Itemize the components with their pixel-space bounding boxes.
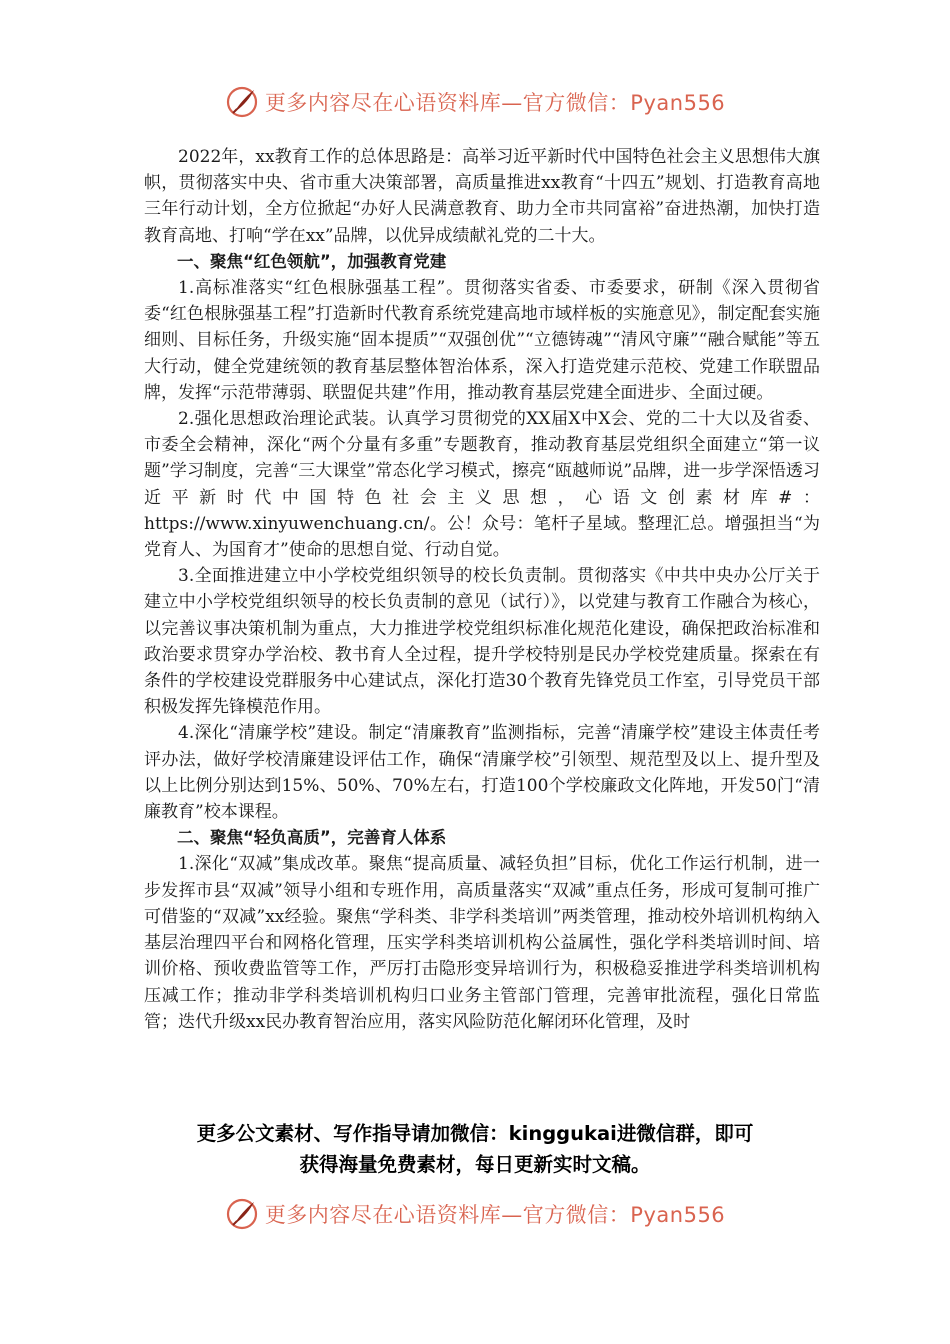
paragraph-1-3: 3.全面推进建立中小学校党组织领导的校长负责制。贯彻落实《中共中央办公厅关于建立中小学校党组织领导的校长负责制的意见（试行）》，以党建与教育工作融合为核心，以完善议事决策机制为重点，大力推进学校党组织标准化规范化建设，确保把政治标准和政治要求贯穿办学治校、教书育人全过程，提升学校特别是民办学校党建质量。探索在有条件的学校建设党群服务中心建试点，深化打造30个教育先锋党员工作室，引导党员干部积极发挥先锋模范作用。	[144, 566, 820, 718]
paragraph-1-1: 1.高标准落实“红色根脉强基工程”。贯彻落实省委、市委要求，研制《深入贯彻省委“红色根脉强基工程”打造新时代教育系统党建高地市域样板的实施意见》，制定配套实施细则、目标任务，升级实施“固本提质”“双强创优”“立德铸魂”“清风守廉”“融合赋能”等五大行动，健全党建统领的教育基层整体智治体系，深入打造党建示范校、党建工作联盟品牌，发挥“示范带薄弱、联盟促共建”作用，推动教育基层党建全面进步、全面过硬。	[144, 278, 820, 403]
section-heading-2: 二、聚焦“轻负高质”，完善育人体系	[177, 828, 447, 848]
section-heading-1: 一、聚焦“红色领航”，加强教育党建	[177, 251, 447, 271]
footer-watermark-banner	[0, 1196, 950, 1232]
promo-line-1: 更多公文素材、写作指导请加微信：kinggukai进微信群，即可	[196, 1122, 754, 1145]
paragraph-1-2: 2.强化思想政治理论武装。认真学习贯彻党的XX届X中X会、党的二十大以及省委、市委全会精神，深化“两个分量有多重”专题教育，推动教育基层党组织全面建立“第一议题”学习制度，完善“三大课堂”常态化学习模式，擦亮“瓯越师说”品牌，进一步学深悟透习近平新时代中国特色社会主义思想，心语文创素材库#：https://www.xinyuwenchuang.cn/。公！众号：笔杆子星域。整理汇总。增强担当“为党育人、为国育才”使命的思想自觉、行动自觉。	[144, 409, 820, 561]
intro-paragraph: 2022年，xx教育工作的总体思路是：高举习近平新时代中国特色社会主义思想伟大旗帜，贯彻落实中央、省市重大决策部署，高质量推进xx教育“十四五”规划、打造教育高地三年行动计划，全方位掀起“办好人民满意教育、助力全市共同富裕”奋进热潮，加快打造教育高地、打响“学在xx”品牌，以优异成绩献礼党的二十大。	[144, 147, 820, 246]
document-body	[144, 144, 820, 1035]
promo-line-2: 获得海量免费素材，每日更新实时文稿。	[299, 1153, 651, 1176]
watermark-text: 更多内容尽在心语资料库—官方微信：Pyan556	[264, 91, 726, 115]
watermark-text: 更多内容尽在心语资料库—官方微信：Pyan556	[264, 1203, 726, 1227]
promo-notice	[100, 1118, 850, 1180]
quill-pen-icon	[225, 85, 259, 119]
header-watermark-banner	[0, 84, 950, 120]
paragraph-1-4: 4.深化“清廉学校”建设。制定“清廉教育”监测指标，完善“清廉学校”建设主体责任考评办法，做好学校清廉建设评估工作，确保“清廉学校”引领型、规范型及以上、提升型及以上比例分别达到15%、50%、70%左右，打造100个学校廉政文化阵地，开发50门“清廉教育”校本课程。	[144, 723, 820, 823]
quill-pen-icon	[225, 1197, 259, 1231]
paragraph-2-1: 1.深化“双减”集成改革。聚焦“提高质量、减轻负担”目标，优化工作运行机制，进一步发挥市县“双减”领导小组和专班作用，高质量落实“双减”重点任务，形成可复制可推广可借鉴的“双减”xx经验。聚焦“学科类、非学科类培训”两类管理，推动校外培训机构纳入基层治理四平台和网格化管理，压实学科类培训机构公益属性，强化学科类培训时间、培训价格、预收费监管等工作，严厉打击隐形变异培训行为，积极稳妥推进学科类培训机构压减工作；推动非学科类培训机构归口业务主管部门管理，完善审批流程，强化日常监管；迭代升级xx民办教育智治应用，落实风险防范化解闭环化管理，及时	[144, 854, 820, 1032]
